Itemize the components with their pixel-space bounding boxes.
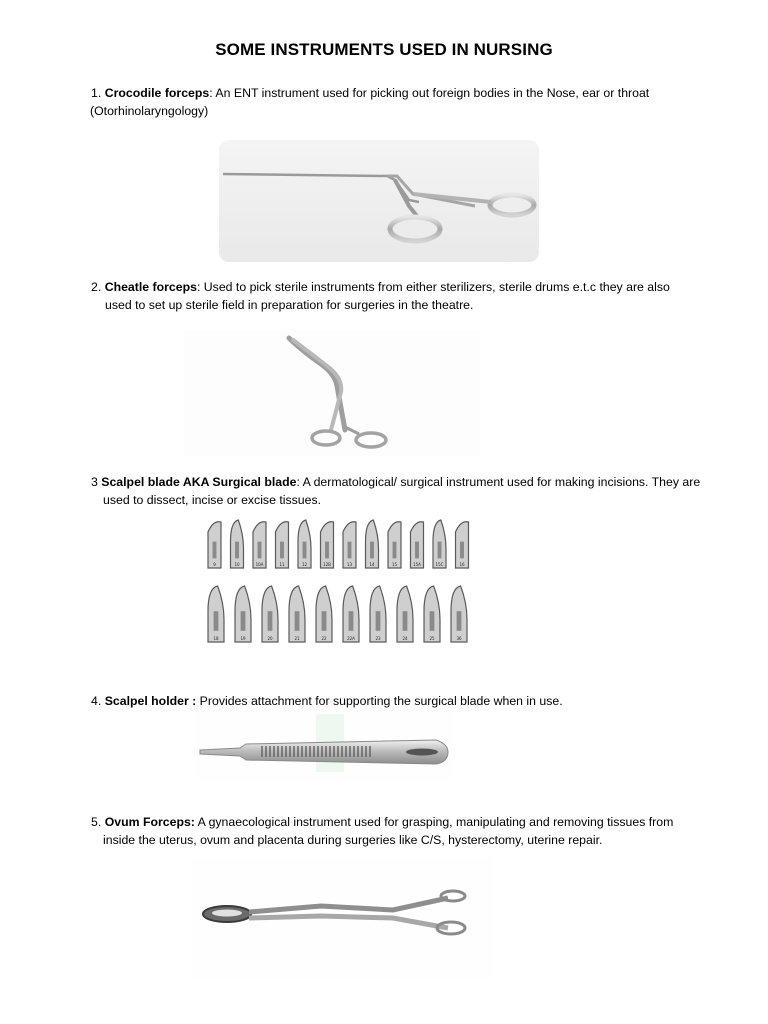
scalpel-blade (262, 586, 278, 642)
scalpel-blade (411, 522, 424, 568)
scalpel-blade (424, 586, 440, 642)
item-scalpel-blade (91, 473, 721, 509)
blade-number: 22 (321, 636, 327, 641)
blade-number: 13 (346, 562, 353, 567)
instrument-description: : A dermatological/ surgical instrument used for making incisions. They are (296, 475, 701, 489)
item-cheatle-forceps (91, 278, 721, 314)
page-title: SOME INSTRUMENTS USED IN NURSING (215, 40, 553, 59)
scalpel-blades-image (204, 516, 479, 646)
blade-number: 14 (369, 562, 375, 567)
scalpel-blade (321, 522, 334, 568)
blade-number: 12B (323, 562, 331, 567)
scalpel-blade (253, 522, 266, 568)
blade-number: 9 (213, 562, 216, 567)
blade-number: 23 (375, 636, 381, 641)
instrument-description-cont: used to dissect, incise or excise tissues. (103, 493, 322, 507)
item-number: 3 (91, 475, 98, 489)
scalpel-blade (231, 520, 244, 568)
item-number: 1. (91, 86, 102, 100)
instrument-name: Crocodile forceps (104, 86, 210, 100)
item-ovum-forceps (91, 813, 721, 849)
instrument-description: A gynaecological instrument used for grasping, manipulating and removing tissues from (194, 815, 674, 829)
blade-number: 10A (255, 562, 264, 567)
blade-number: 21 (294, 636, 300, 641)
scalpel-blade (388, 522, 401, 568)
scalpel-blade (451, 586, 467, 642)
instrument-name: Ovum Forceps: (104, 815, 195, 829)
scalpel-blade (235, 586, 251, 642)
item-crocodile-forceps (91, 84, 721, 120)
cheatle-forceps-image (183, 330, 480, 456)
blade-number: 18 (213, 636, 219, 641)
blade-number: 15 (391, 562, 398, 567)
instrument-description-cont: inside the uterus, ovum and placenta during surgeries like C/S, hysterectomy, uterine repair. (103, 833, 603, 847)
scalpel-blade (456, 522, 469, 568)
item-number: 5. (91, 815, 102, 829)
blade-number: 10 (234, 562, 240, 567)
scalpel-blade (208, 522, 221, 568)
blade-number: 20 (267, 636, 273, 641)
instrument-description-cont: used to set up sterile field in preparation for surgeries in the theatre. (105, 298, 474, 312)
scalpel-blade (298, 520, 311, 568)
blade-number: 22A (347, 636, 355, 641)
scalpel-blade (343, 586, 359, 642)
blade-number: 36 (456, 636, 462, 641)
scalpel-blade (289, 586, 305, 642)
instrument-name: Cheatle forceps (104, 280, 197, 294)
blade-number: 25 (429, 636, 435, 641)
instrument-name: Scalpel holder : (104, 694, 197, 708)
crocodile-forceps-image (219, 140, 539, 262)
blade-number: 24 (402, 636, 408, 641)
blade-number: 16 (459, 562, 465, 567)
blade-number: 11 (279, 562, 285, 567)
blade-number: 12 (301, 562, 308, 567)
item-number: 2. (91, 280, 102, 294)
scalpel-blade (397, 586, 413, 642)
scalpel-blade (343, 522, 356, 568)
instrument-description: Provides attachment for supporting the surgical blade when in use. (196, 694, 563, 708)
instrument-description: : Used to pick sterile instruments from either sterilizers, sterile drums e.t.c they are also (196, 280, 670, 294)
scalpel-blade (366, 520, 379, 568)
blade-number: 19 (240, 636, 246, 641)
item-number: 4. (91, 694, 102, 708)
blade-number: 15C (435, 562, 444, 567)
scalpel-blade (370, 586, 386, 642)
scalpel-blade (276, 522, 289, 568)
scalpel-blade (208, 586, 224, 642)
scalpel-holder-image (196, 710, 452, 780)
scalpel-blade (433, 520, 446, 568)
item-scalpel-holder (91, 692, 721, 710)
scalpel-blade (316, 586, 332, 642)
instrument-description: : An ENT instrument used for picking out foreign bodies in the Nose, ear or throat (209, 86, 650, 100)
instrument-description-cont: (Otorhinolaryngology) (90, 104, 209, 118)
blade-number: 15A (413, 562, 421, 567)
ovum-forceps-image (193, 858, 493, 978)
instrument-name: Scalpel blade AKA Surgical blade (101, 475, 297, 489)
